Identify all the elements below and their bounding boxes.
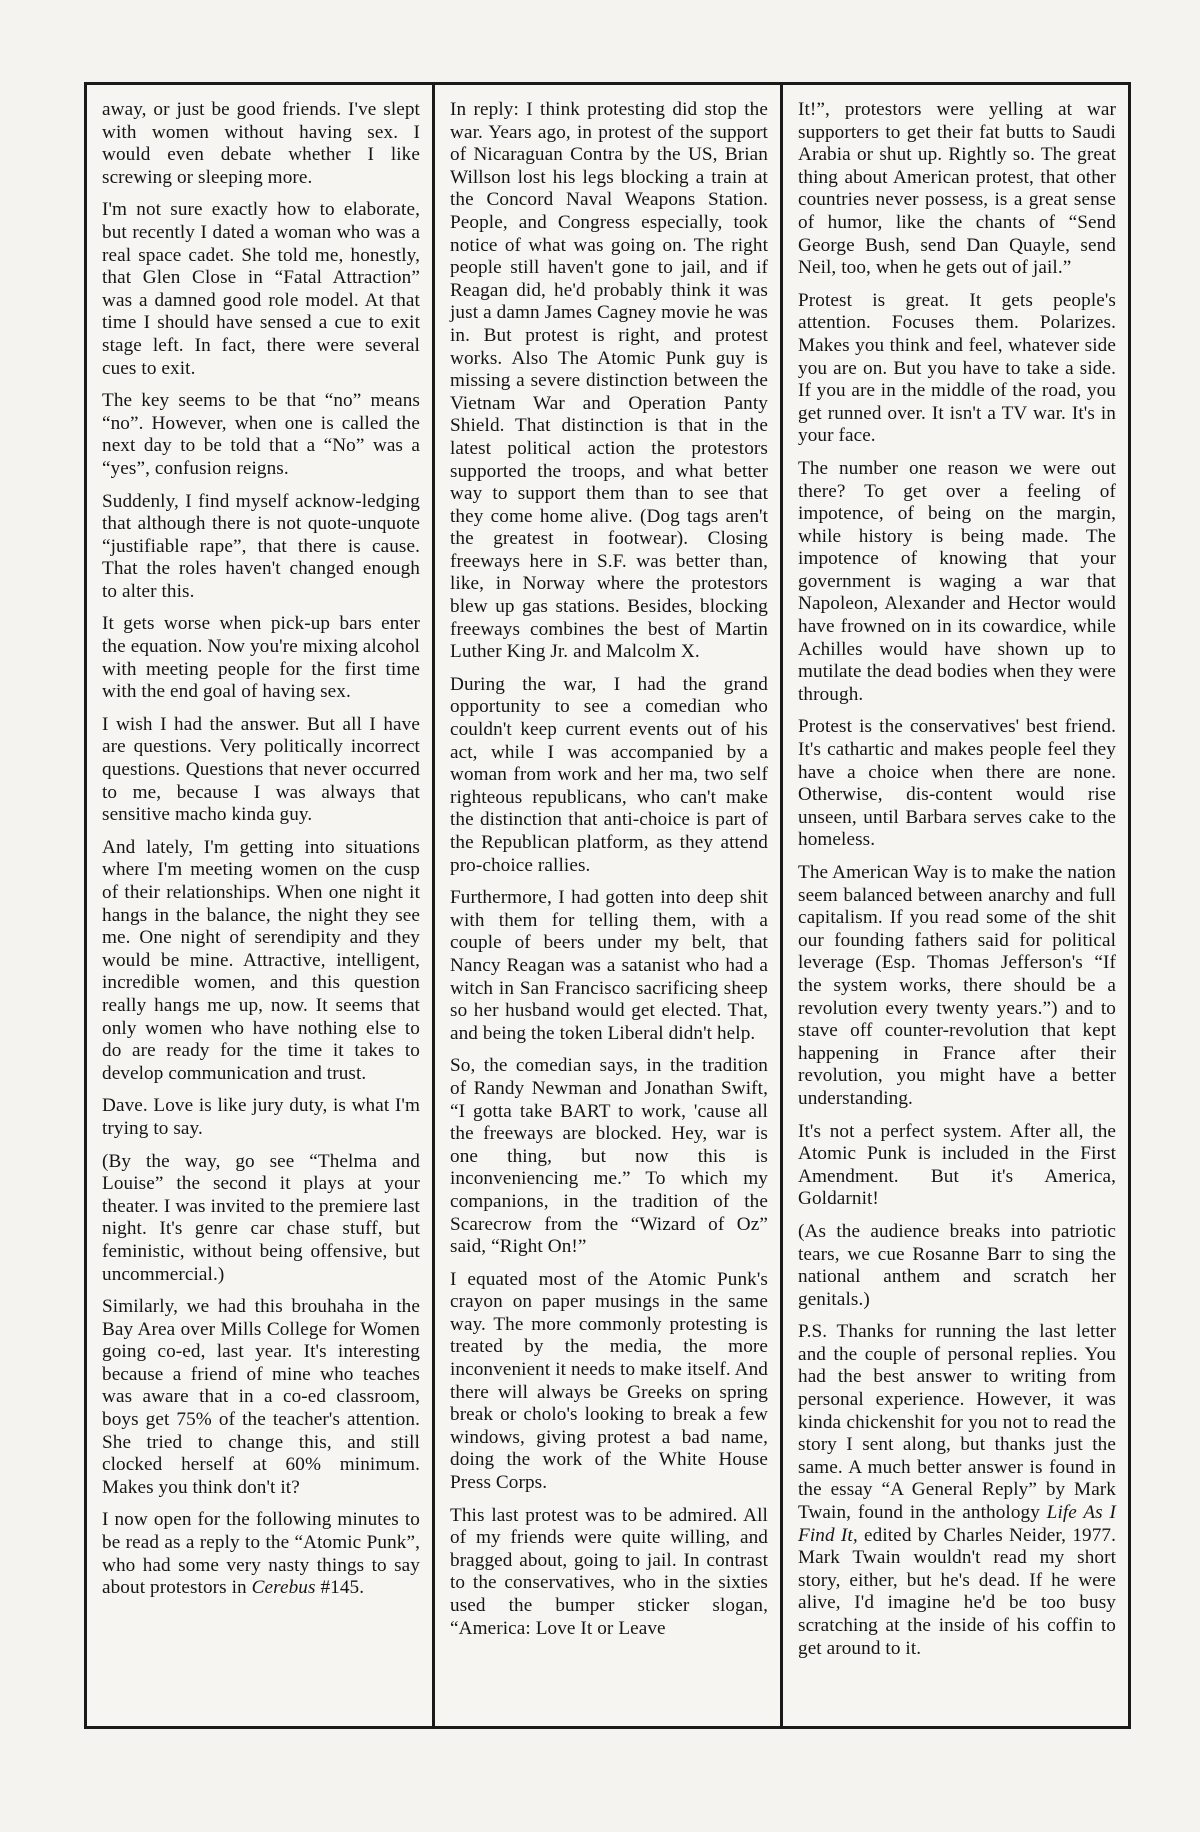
paragraph: This last protest was to be admired. All of my friends were quite willing, and bragged about, going to jail. In contrast to the conservatives, who in the sixties used the bumper sticker slogan, “America: Love It or Leave — [450, 1504, 768, 1639]
paragraph: And lately, I'm getting into situations where I'm meeting women on the cusp of their relationships. When one night it hangs in the balance, the night they see me. One night of serendipity and they would be mine. Attractive, intelligent, incredible women, and this question really hangs me up, now. It seems that only women who have nothing else to do are ready for the time it takes to develop communication and trust. — [102, 836, 420, 1084]
paragraph: The number one reason we were out there? To get over a feeling of impotence, of being on the margin, while history is being made. The impotence of knowing that your government is waging a war that Napoleon, Alexander and Hector would have frowned on in its cowardice, while Achilles would have shown up to mutilate the dead bodies when they were through. — [798, 457, 1116, 705]
paragraph: Protest is the conservatives' best friend. It's cathartic and makes people feel they have a choice when there are none. Otherwise, dis-content would rise unseen, until Barbara serves cake to the homeless. — [798, 716, 1116, 851]
magazine-title: Cerebus — [251, 1577, 316, 1599]
paragraph: During the war, I had the grand opportunity to see a comedian who couldn't keep current events out of his act, while I was accompanied by a woman from work and her ma, two self righteous republicans, who can't make the distinction that anti-choice is part of the Republican platform, as they attend pro-choice rallies. — [450, 673, 768, 876]
paragraph: Protest is great. It gets people's attention. Focuses them. Polarizes. Makes you think and feel, whatever side you are on. But you have to take a side. If you are in the middle of the road, you get runned over. It isn't a TV war. It's in your face. — [798, 289, 1116, 447]
paragraph: I'm not sure exactly how to elaborate, but recently I dated a woman who was a real space cadet. She told me, honestly, that Glen Close in “Fatal Attraction” was a damned good role model. At that time I should have sensed a cue to exit stage left. In fact, there were several cues to exit. — [102, 199, 420, 379]
closing-text-end: #145. — [315, 1577, 365, 1599]
paragraph: Similarly, we had this brouhaha in the Bay Area over Mills College for Women going co-ed, last year. It's interesting because a friend of mine who teaches was aware that in a co-ed classroom, boys get 75% of the teacher's attention. She tried to change this, and still clocked herself at 60% minimum. Makes you think don't it? — [102, 1296, 420, 1498]
paragraph: (As the audience breaks into patriotic tears, we cue Rosanne Barr to sing the national anthem and scratch her genitals.) — [798, 1220, 1116, 1310]
postscript-text: P.S. Thanks for running the last letter and the couple of personal replies. You had the best answer to writing from personal experience. However, it was kinda chickenshit for you not to read the story I sent along, but thanks just the same. A much better answer is found in the essay “A General Reply” by Mark Twain, found in the anthology — [798, 1321, 1116, 1524]
book-title: Life As I Find It, — [798, 1502, 1116, 1546]
paragraph: In reply: I think protesting did stop the war. Years ago, in protest of the support of Nicaraguan Contra by the US, Brian Willson lost his legs blocking a train at the Concord Naval Weapons Station. People, and Congress especially, took notice of what was going on. The right people still haven't gone to jail, and if Reagan did, he'd probably think it was just a damn James Cagney movie he was in. But protest is right, and protest works. Also The Atomic Punk guy is missing a severe distinction between the Vietnam War and Operation Panty Shield. That distinction is that in the latest political action the protestors supported the troops, and what better way to support them than to see that they come home alive. (Dog tags aren't the greatest in footwear). Closing freeways here in S.F. was better than, like, in Norway where the protestors blew up gas stations. Besides, blocking freeways combines the best of Martin Luther King Jr. and Malcolm X. — [450, 99, 768, 663]
column-right — [780, 85, 1128, 1726]
paragraph: Furthermore, I had gotten into deep shit with them for telling them, with a couple of beers under my belt, that Nancy Reagan was a satanist who had a witch in San Francisco sacrificing sheep so her husband would get elected. That, and being the token Liberal didn't help. — [450, 887, 768, 1044]
paragraph: Dave. Love is like jury duty, is what I'm trying to say. — [102, 1095, 420, 1139]
paragraph: So, the comedian says, in the tradition of Randy Newman and Jonathan Swift, “I gotta take BART to work, 'cause all the freeways are blocked. Hey, war is one thing, but now this is inconveniencing me.” To which my companions, in the tradition of the Scarecrow from the “Wizard of Oz” said, “Right On!” — [450, 1055, 768, 1258]
closing-text: I now open for the following minutes to be read as a reply to the “Atomic Punk”, who had some very nasty things to say about protestors in — [102, 1509, 420, 1599]
paragraph: The American Way is to make the nation seem balanced between anarchy and full capitalism. If you read some of the shit our founding fathers said for political leverage (Esp. Thomas Jefferson's “If the system works, there should be a revolution every twenty years.”) and to stave off counter-revolution that kept happening in France after their revolution, you might have a better understanding. — [798, 862, 1116, 1109]
paragraph: The key seems to be that “no” means “no”. However, when one is called the next day to be told that a “No” was a “yes”, confusion reigns. — [102, 390, 420, 479]
paragraph: I wish I had the answer. But all I have are questions. Very politically incorrect questions. Questions that never occurred to me, because I was always that sensitive macho kinda guy. — [102, 713, 420, 826]
postscript-text-end: edited by Charles Neider, 1977. Mark Twain wouldn't read my short story, either, but he's dead. If he were alive, I'd imagine he'd be too busy scratching at the inside of his coffin to get around to it. — [798, 1524, 1116, 1659]
letters-page — [84, 82, 1131, 1729]
paragraph: It!”, protestors were yelling at war supporters to get their fat butts to Saudi Arabia or shut up. Rightly so. The great thing about American protest, that other countries never possess, is a great sense of humor, like the chants of “Send George Bush, send Dan Quayle, send Neil, too, when he gets out of jail.” — [798, 99, 1116, 279]
closing-paragraph — [102, 1509, 420, 1599]
paragraph: It's not a perfect system. After all, the Atomic Punk is included in the First Amendment. But it's America, Goldarnit! — [798, 1120, 1116, 1210]
paragraph: (By the way, go see “Thelma and Louise” the second it plays at your theater. I was invited to the premiere last night. It's genre car chase stuff, but feministic, without being offensive, but uncommercial.) — [102, 1150, 420, 1285]
paragraph: It gets worse when pick-up bars enter the equation. Now you're mixing alcohol with meeting people for the first time with the end goal of having sex. — [102, 613, 420, 703]
postscript-paragraph — [798, 1321, 1116, 1660]
paragraph: I equated most of the Atomic Punk's crayon on paper musings in the same way. The more commonly protesting is treated by the media, the more inconvenient it needs to make itself. And there will always be Greeks on spring break or cholo's looking to break a few windows, giving protest a bad name, doing the work of the White House Press Corps. — [450, 1268, 768, 1494]
paragraph: Suddenly, I find myself acknow-ledging that although there is not quote-unquote “justifiable rape”, that there is cause. That the roles haven't changed enough to alter this. — [102, 490, 420, 602]
column-middle — [432, 85, 780, 1726]
column-left — [87, 85, 432, 1726]
paragraph: away, or just be good friends. I've slept with women without having sex. I would even debate whether I like screwing or sleeping more. — [102, 99, 420, 188]
